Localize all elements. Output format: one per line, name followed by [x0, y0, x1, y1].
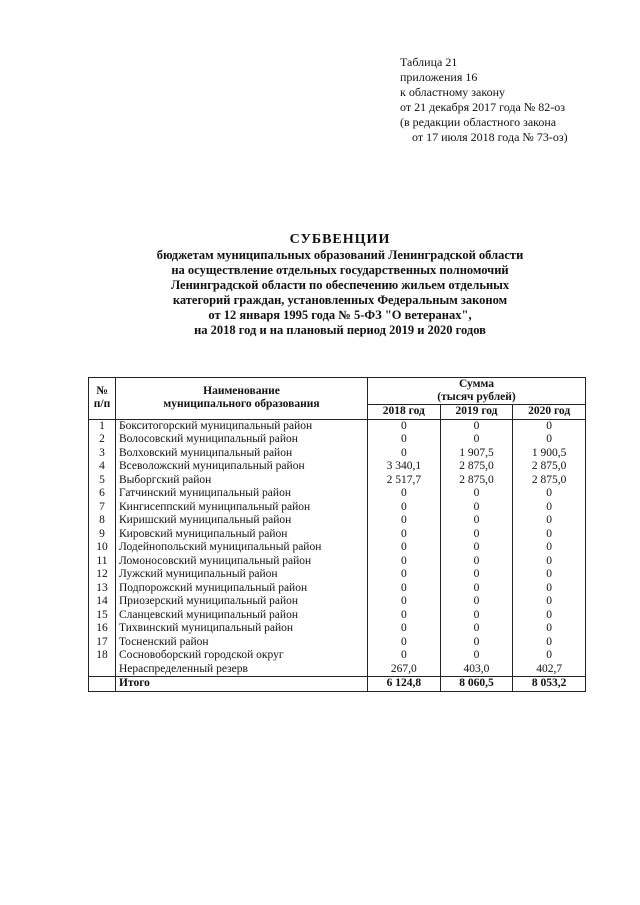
- table-row: [89, 528, 586, 542]
- table-row: [89, 555, 586, 569]
- row-value-2018: 0: [368, 649, 441, 663]
- total-value: 6 124,8: [368, 677, 441, 692]
- row-value-2018: 0: [368, 622, 441, 636]
- row-value-2019: 403,0: [440, 663, 513, 677]
- row-value-2019: 0: [440, 433, 513, 447]
- title-line: Ленинградской области по обеспечению жильем отдельных: [170, 278, 510, 292]
- title-line: от 12 января 1995 года № 5-ФЗ "О ветеранах",: [208, 308, 472, 322]
- table-row: [89, 501, 586, 515]
- title-line: категорий граждан, установленных Федеральным законом: [172, 293, 508, 307]
- row-value-2019: 0: [440, 541, 513, 555]
- row-number: 14: [89, 595, 116, 609]
- row-number: 13: [89, 582, 116, 596]
- row-value-2019: 1 907,5: [440, 447, 513, 461]
- row-value-2018: 0: [368, 528, 441, 542]
- row-value-2020: 0: [513, 433, 586, 447]
- row-name: Приозерский муниципальный район: [116, 595, 368, 609]
- total-number-cell: [89, 677, 116, 692]
- col-header-name: [116, 378, 368, 420]
- row-name: Волосовский муниципальный район: [116, 433, 368, 447]
- table-row: [89, 514, 586, 528]
- row-value-2020: 0: [513, 568, 586, 582]
- row-number: 2: [89, 433, 116, 447]
- row-value-2020: 0: [513, 528, 586, 542]
- row-value-2018: 0: [368, 447, 441, 461]
- col-header-number-line: п/п: [93, 398, 111, 411]
- row-number: [89, 663, 116, 677]
- appendix-line: от 21 декабря 2017 года № 82-оз: [400, 100, 566, 114]
- row-value-2020: 0: [513, 514, 586, 528]
- col-header-year: 2020 год: [513, 405, 586, 420]
- document-title: [80, 232, 600, 338]
- table-row: [89, 663, 586, 677]
- row-value-2020: 0: [513, 622, 586, 636]
- row-value-2018: 3 340,1: [368, 460, 441, 474]
- row-value-2020: 0: [513, 555, 586, 569]
- row-number: 7: [89, 501, 116, 515]
- row-name: Бокситогорский муниципальный район: [116, 419, 368, 433]
- table-row: [89, 568, 586, 582]
- table-row: [89, 487, 586, 501]
- row-value-2020: 0: [513, 582, 586, 596]
- row-value-2020: 0: [513, 649, 586, 663]
- row-value-2020: 2 875,0: [513, 474, 586, 488]
- row-value-2019: 0: [440, 609, 513, 623]
- row-name: Волховский муниципальный район: [116, 447, 368, 461]
- col-header-sum-line: (тысяч рублей): [437, 391, 516, 403]
- table-row: [89, 541, 586, 555]
- row-value-2019: 0: [440, 514, 513, 528]
- table-row: [89, 649, 586, 663]
- col-header-sum-line: Сумма: [459, 378, 494, 390]
- total-row: [89, 677, 586, 692]
- row-number: 4: [89, 460, 116, 474]
- row-name: Лодейнопольский муниципальный район: [116, 541, 368, 555]
- row-name: Всеволожский муниципальный район: [116, 460, 368, 474]
- row-value-2018: 0: [368, 582, 441, 596]
- row-name: Ломоносовский муниципальный район: [116, 555, 368, 569]
- row-number: 15: [89, 609, 116, 623]
- row-value-2018: 0: [368, 501, 441, 515]
- row-name: Гатчинский муниципальный район: [116, 487, 368, 501]
- row-value-2018: 0: [368, 419, 441, 433]
- col-header-year: 2019 год: [440, 405, 513, 420]
- table-row: [89, 474, 586, 488]
- row-value-2019: 0: [440, 568, 513, 582]
- row-value-2020: 0: [513, 419, 586, 433]
- title-head: СУБВЕНЦИИ: [289, 232, 391, 247]
- subventions-table: [88, 377, 586, 692]
- row-value-2020: 2 875,0: [513, 460, 586, 474]
- row-number: 12: [89, 568, 116, 582]
- row-number: 16: [89, 622, 116, 636]
- row-name: Кингисеппский муниципальный район: [116, 501, 368, 515]
- row-value-2018: 0: [368, 541, 441, 555]
- row-value-2020: 0: [513, 609, 586, 623]
- appendix-line: приложения 16: [400, 70, 478, 84]
- row-number: 5: [89, 474, 116, 488]
- row-value-2019: 0: [440, 595, 513, 609]
- row-value-2020: 0: [513, 595, 586, 609]
- row-value-2019: 0: [440, 649, 513, 663]
- col-header-year: 2018 год: [368, 405, 441, 420]
- row-value-2019: 0: [440, 555, 513, 569]
- row-name: Выборгский район: [116, 474, 368, 488]
- col-header-number: [89, 378, 116, 420]
- title-line: на 2018 год и на плановый период 2019 и 2020 годов: [194, 323, 486, 337]
- row-name: Нераспределенный резерв: [116, 663, 368, 677]
- row-name: Лужский муниципальный район: [116, 568, 368, 582]
- row-name: Подпорожский муниципальный район: [116, 582, 368, 596]
- row-name: Тосненский район: [116, 636, 368, 650]
- row-name: Сланцевский муниципальный район: [116, 609, 368, 623]
- row-name: Кировский муниципальный район: [116, 528, 368, 542]
- row-value-2020: 0: [513, 636, 586, 650]
- row-value-2019: 2 875,0: [440, 460, 513, 474]
- row-value-2020: 402,7: [513, 663, 586, 677]
- row-name: Сосновоборский городской округ: [116, 649, 368, 663]
- total-value: 8 060,5: [440, 677, 513, 692]
- row-value-2018: 2 517,7: [368, 474, 441, 488]
- table-row: [89, 622, 586, 636]
- row-value-2018: 0: [368, 595, 441, 609]
- title-line: бюджетам муниципальных образований Ленинградской области: [156, 248, 524, 262]
- row-number: 6: [89, 487, 116, 501]
- col-header-name-line: Наименование: [203, 385, 280, 398]
- row-value-2019: 0: [440, 528, 513, 542]
- table-row: [89, 582, 586, 596]
- row-value-2019: 0: [440, 487, 513, 501]
- row-value-2018: 0: [368, 636, 441, 650]
- row-number: 18: [89, 649, 116, 663]
- row-number: 17: [89, 636, 116, 650]
- col-header-sum: [368, 378, 586, 405]
- row-value-2019: 0: [440, 582, 513, 596]
- row-number: 8: [89, 514, 116, 528]
- row-name: Киришский муниципальный район: [116, 514, 368, 528]
- row-value-2019: 0: [440, 501, 513, 515]
- row-number: 11: [89, 555, 116, 569]
- row-value-2020: 0: [513, 541, 586, 555]
- row-value-2018: 0: [368, 433, 441, 447]
- table-row: [89, 636, 586, 650]
- appendix-line: (в редакции областного закона: [400, 115, 557, 129]
- row-name: Тихвинский муниципальный район: [116, 622, 368, 636]
- row-value-2019: 0: [440, 622, 513, 636]
- row-value-2019: 0: [440, 419, 513, 433]
- appendix-line: Таблица 21: [400, 55, 458, 69]
- row-value-2020: 0: [513, 501, 586, 515]
- row-value-2018: 0: [368, 487, 441, 501]
- appendix-reference: [400, 55, 630, 145]
- row-value-2019: 2 875,0: [440, 474, 513, 488]
- col-header-name-line: муниципального образования: [163, 398, 320, 411]
- col-header-number-line: №: [96, 385, 108, 398]
- row-value-2019: 0: [440, 636, 513, 650]
- total-label: Итого: [116, 677, 368, 692]
- total-value: 8 053,2: [513, 677, 586, 692]
- table-row: [89, 447, 586, 461]
- row-number: 3: [89, 447, 116, 461]
- table-row: [89, 609, 586, 623]
- row-value-2018: 0: [368, 555, 441, 569]
- table-row: [89, 433, 586, 447]
- row-number: 9: [89, 528, 116, 542]
- row-value-2018: 0: [368, 568, 441, 582]
- row-value-2018: 0: [368, 514, 441, 528]
- table-row: [89, 419, 586, 433]
- table-row: [89, 460, 586, 474]
- row-value-2018: 267,0: [368, 663, 441, 677]
- table-row: [89, 595, 586, 609]
- appendix-line: от 17 июля 2018 года № 73-оз): [412, 130, 568, 144]
- row-number: 10: [89, 541, 116, 555]
- appendix-line: к областному закону: [400, 85, 506, 99]
- row-value-2018: 0: [368, 609, 441, 623]
- row-value-2020: 1 900,5: [513, 447, 586, 461]
- row-number: 1: [89, 419, 116, 433]
- title-line: на осуществление отдельных государственных полномочий: [171, 263, 509, 277]
- row-value-2020: 0: [513, 487, 586, 501]
